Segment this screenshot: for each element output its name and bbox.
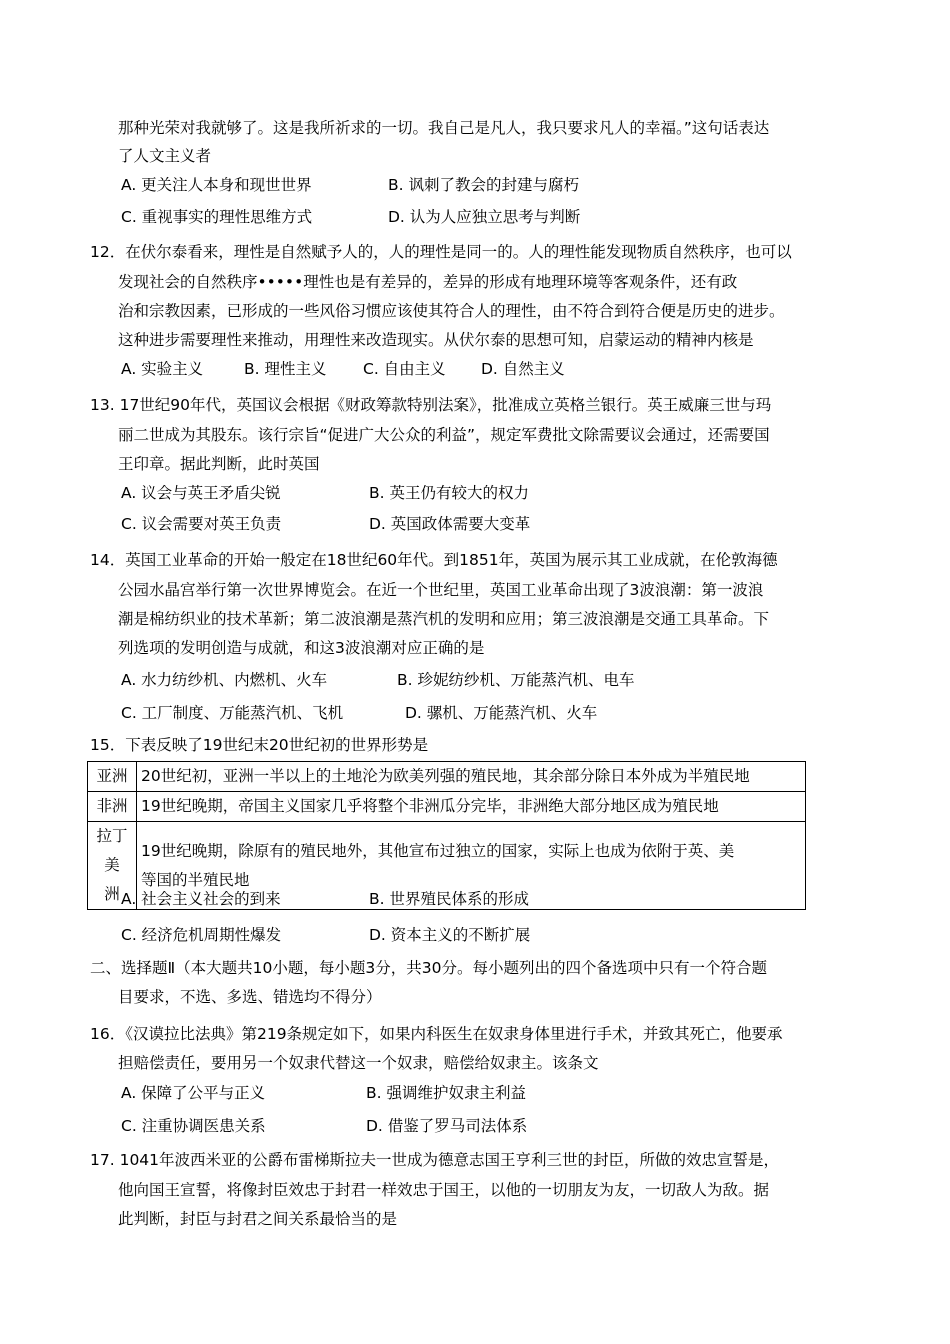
q11-option-d: D. 认为人应独立思考与判断	[388, 208, 581, 226]
q14-option-a: A. 水力纺纱机、内燃机、火车	[121, 671, 328, 689]
q16-option-d: D. 借鉴了罗马司法体系	[366, 1117, 528, 1135]
q13-stem-line: 王印章。据此判断，此时英国	[118, 455, 320, 473]
q13-option-c: C. 议会需要对英王负责	[121, 515, 282, 533]
section-heading: 二、选择题Ⅱ（本大题共10小题，每小题3分，共30分。每小题列出的四个备选项中只有一个符合题	[90, 959, 767, 977]
q13-option-d: D. 英国政体需要大变革	[369, 515, 531, 533]
q11-option-b: B. 讽刺了教会的封建与腐朽	[388, 176, 579, 194]
q14-stem-line: 列选项的发明创造与成就，和这3波浪潮对应正确的是	[118, 639, 485, 657]
region-cell: 非洲	[88, 792, 137, 822]
q17-stem-line: 他向国王宣誓，将像封臣效忠于封君一样效忠于国王，以他的一切朋友为友，一切敌人为敌。据	[118, 1181, 770, 1199]
q16-option-a: A. 保障了公平与正义	[121, 1084, 266, 1102]
q14-option-d: D. 骡机、万能蒸汽机、火车	[405, 704, 598, 722]
q13-stem-line: 13. 17世纪90年代，英国议会根据《财政筹款特别法案》，批准成立英格兰银行。英王威廉三世与玛	[90, 396, 772, 414]
q12-stem-line: 发现社会的自然秩序•••••理性也是有差异的，差异的形成有地理环境等客观条件，还有政	[118, 273, 738, 291]
q16-stem-line: 16．《汉谟拉比法典》第219条规定如下，如果内科医生在奴隶身体里进行手术，并致其死亡，他要承	[90, 1025, 783, 1043]
q12-stem-line: 12．在伏尔泰看来，理性是自然赋予人的，人的理性是同一的。人的理性能发现物质自然秩序，也可以	[90, 243, 792, 261]
q15-stem: 15．下表反映了19世纪末20世纪初的世界形势是	[90, 736, 429, 754]
q12-option-b: B. 理性主义	[244, 360, 327, 378]
description-line: 19世纪晚期，除原有的殖民地外，其他宣布过独立的国家，实际上也成为依附于英、美	[141, 841, 735, 860]
region-line: 洲	[104, 885, 120, 903]
q15-option-a: A. 社会主义社会的到来	[121, 890, 281, 908]
table-row	[88, 792, 806, 822]
q16-stem-line: 担赔偿责任，要用另一个奴隶代替这一个奴隶，赔偿给奴隶主。该条文	[118, 1054, 599, 1072]
q13-stem-line: 丽二世成为其股东。该行宗旨“促进广大公众的利益”，规定军费批文除需要议会通过，还需要国	[118, 426, 770, 444]
q17-stem-line: 此判断，封臣与封君之间关系最恰当的是	[118, 1210, 398, 1228]
description-cell: 20世纪初，亚洲一半以上的土地沦为欧美列强的殖民地，其余部分除日本外成为半殖民地	[137, 762, 806, 792]
q12-option-c: C. 自由主义	[363, 360, 446, 378]
q14-stem-line: 公园水晶宫举行第一次世界博览会。在近一个世纪里，英国工业革命出现了3波浪潮：第一波浪	[118, 581, 764, 599]
q13-option-b: B. 英王仍有较大的权力	[369, 484, 529, 502]
description-line: 等国的半殖民地	[141, 870, 250, 889]
q14-stem-line: 14．英国工业革命的开始一般定在18世纪60年代。到1851年，英国为展示其工业成就，在伦敦海德	[90, 551, 778, 569]
region-cell: 亚洲	[88, 762, 137, 792]
q11-stem-line: 那种光荣对我就够了。这是我所祈求的一切。我自己是凡人，我只要求凡人的幸福。”这句话表达	[118, 119, 770, 137]
q12-option-a: A. 实验主义	[121, 360, 204, 378]
q14-stem-line: 潮是棉纺织业的技术革新；第二波浪潮是蒸汽机的发明和应用；第三波浪潮是交通工具革命。下	[118, 610, 770, 628]
table-row	[88, 762, 806, 792]
q11-option-a: A. 更关注人本身和现世世界	[121, 176, 312, 194]
q15-option-c: C. 经济危机周期性爆发	[121, 926, 282, 944]
q14-option-b: B. 珍妮纺纱机、万能蒸汽机、电车	[397, 671, 635, 689]
q12-option-d: D. 自然主义	[481, 360, 565, 378]
q14-option-c: C. 工厂制度、万能蒸汽机、飞机	[121, 704, 344, 722]
q16-option-b: B. 强调维护奴隶主利益	[366, 1084, 526, 1102]
q11-stem-line: 了人文主义者	[118, 147, 212, 165]
q12-stem-line: 这种进步需要理性来推动，用理性来改造现实。从伏尔泰的思想可知，启蒙运动的精神内核是	[118, 331, 754, 349]
q11-option-c: C. 重视事实的理性思维方式	[121, 208, 313, 226]
q17-stem-line: 17. 1041年波西米亚的公爵布雷梯斯拉夫一世成为德意志国王亨利三世的封臣，所做的效忠宣誓是，	[90, 1151, 780, 1169]
section-heading: 目要求，不选、多选、错选均不得分）	[118, 988, 382, 1006]
q13-option-a: A. 议会与英王矛盾尖锐	[121, 484, 281, 502]
region-line: 拉丁美	[96, 827, 128, 874]
q15-option-d: D. 资本主义的不断扩展	[369, 926, 531, 944]
q12-stem-line: 治和宗教因素，已形成的一些风俗习惯应该使其符合人的理性，由不符合到符合便是历史的进步。	[118, 302, 785, 320]
q15-option-b: B. 世界殖民体系的形成	[369, 890, 529, 908]
description-cell: 19世纪晚期，帝国主义国家几乎将整个非洲瓜分完毕，非洲绝大部分地区成为殖民地	[137, 792, 806, 822]
q15-table	[87, 761, 806, 910]
q16-option-c: C. 注重协调医患关系	[121, 1117, 266, 1135]
